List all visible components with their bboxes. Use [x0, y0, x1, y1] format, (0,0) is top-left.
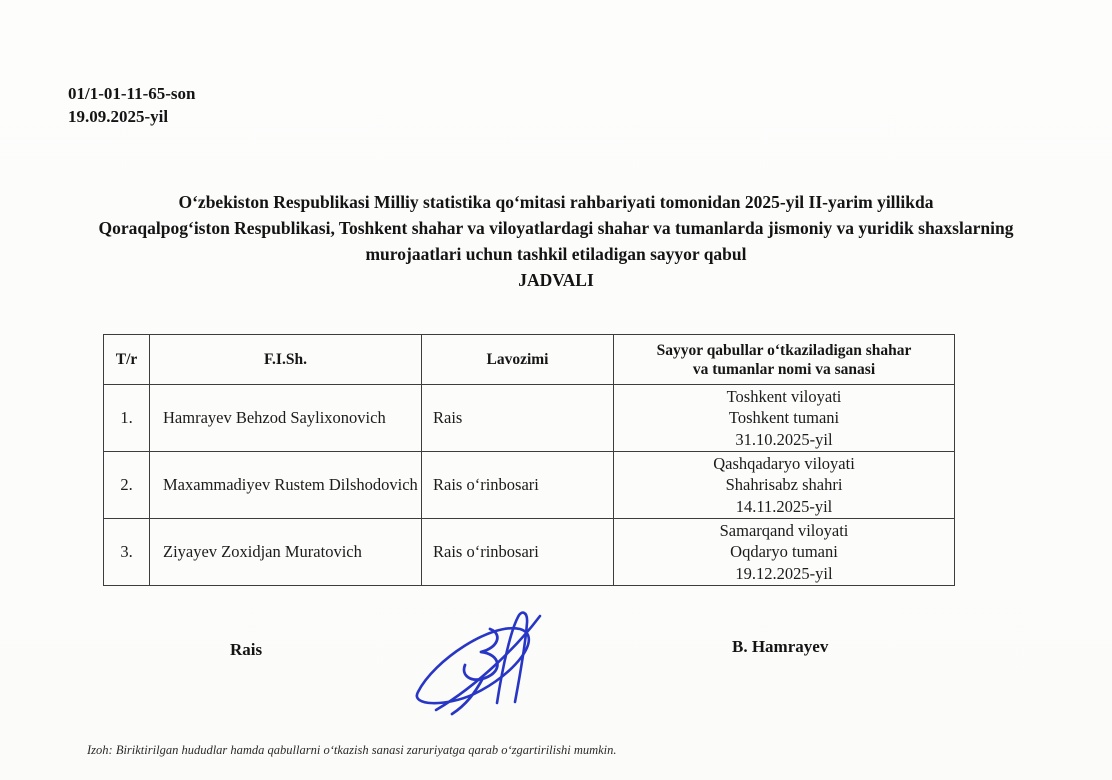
title-line-2: Qoraqalpog‘iston Respublikasi, Toshkent shahar va viloyatlardagi shahar va tumanlarda jismoniy va yuridik shaxslarning [98, 218, 1014, 238]
document-title [30, 189, 1082, 293]
col-header-position: Lavozimi [422, 335, 614, 385]
location-date: 14.11.2025-yil [735, 496, 833, 516]
signer-name: B. Hamrayev [732, 637, 829, 656]
row-location [614, 385, 955, 452]
col-header-location-line2: va tumanlar nomi va sanasi [692, 360, 876, 378]
footer-note: Izoh: Biriktirilgan hududlar hamda qabullarni o‘tkazish sanasi zaruriyatga qarab o‘zgartirilishi mumkin. [87, 743, 617, 757]
row-name: Maxammadiyev Rustem Dilshodovich [150, 452, 422, 519]
location-district: Shahrisabz shahri [725, 475, 843, 495]
schedule-table [103, 334, 955, 586]
row-name: Hamrayev Behzod Saylixonovich [150, 385, 422, 452]
col-header-location [614, 335, 955, 385]
signature-icon [404, 596, 574, 716]
row-number: 1. [104, 385, 150, 452]
title-line-3: murojaatlari uchun tashkil etiladigan sayyor qabul [365, 244, 747, 264]
table-header-row [104, 335, 955, 385]
table-row [104, 385, 955, 452]
location-date: 31.10.2025-yil [735, 429, 833, 449]
row-position: Rais [422, 385, 614, 452]
signature-stroke-letter [452, 629, 497, 714]
row-location [614, 519, 955, 586]
col-header-location-line1: Sayyor qabullar o‘tkaziladigan shahar [656, 341, 912, 359]
row-position: Rais o‘rinbosari [422, 519, 614, 586]
location-district: Oqdaryo tumani [730, 542, 838, 562]
reference-date: 19.09.2025-yil [68, 107, 169, 126]
row-position: Rais o‘rinbosari [422, 452, 614, 519]
location-district: Toshkent tumani [728, 408, 840, 428]
title-line-1: O‘zbekiston Respublikasi Milliy statistika qo‘mitasi rahbariyati tomonidan 2025-yil II-yarim yillikda [178, 192, 934, 212]
col-header-num: T/r [104, 335, 150, 385]
table-row [104, 452, 955, 519]
row-number: 3. [104, 519, 150, 586]
location-region: Toshkent viloyati [726, 386, 842, 406]
row-location [614, 452, 955, 519]
reference-number: 01/1-01-11-65-son [68, 84, 196, 103]
location-region: Samarqand viloyati [719, 520, 849, 540]
row-number: 2. [104, 452, 150, 519]
title-word: JADVALI [518, 270, 594, 290]
reference-block [68, 82, 196, 128]
location-date: 19.12.2025-yil [735, 563, 833, 583]
location-region: Qashqadaryo viloyati [713, 453, 855, 473]
table-row [104, 519, 955, 586]
col-header-name: F.I.Sh. [150, 335, 422, 385]
signer-position-label: Rais [230, 640, 263, 659]
row-name: Ziyayev Zoxidjan Muratovich [150, 519, 422, 586]
